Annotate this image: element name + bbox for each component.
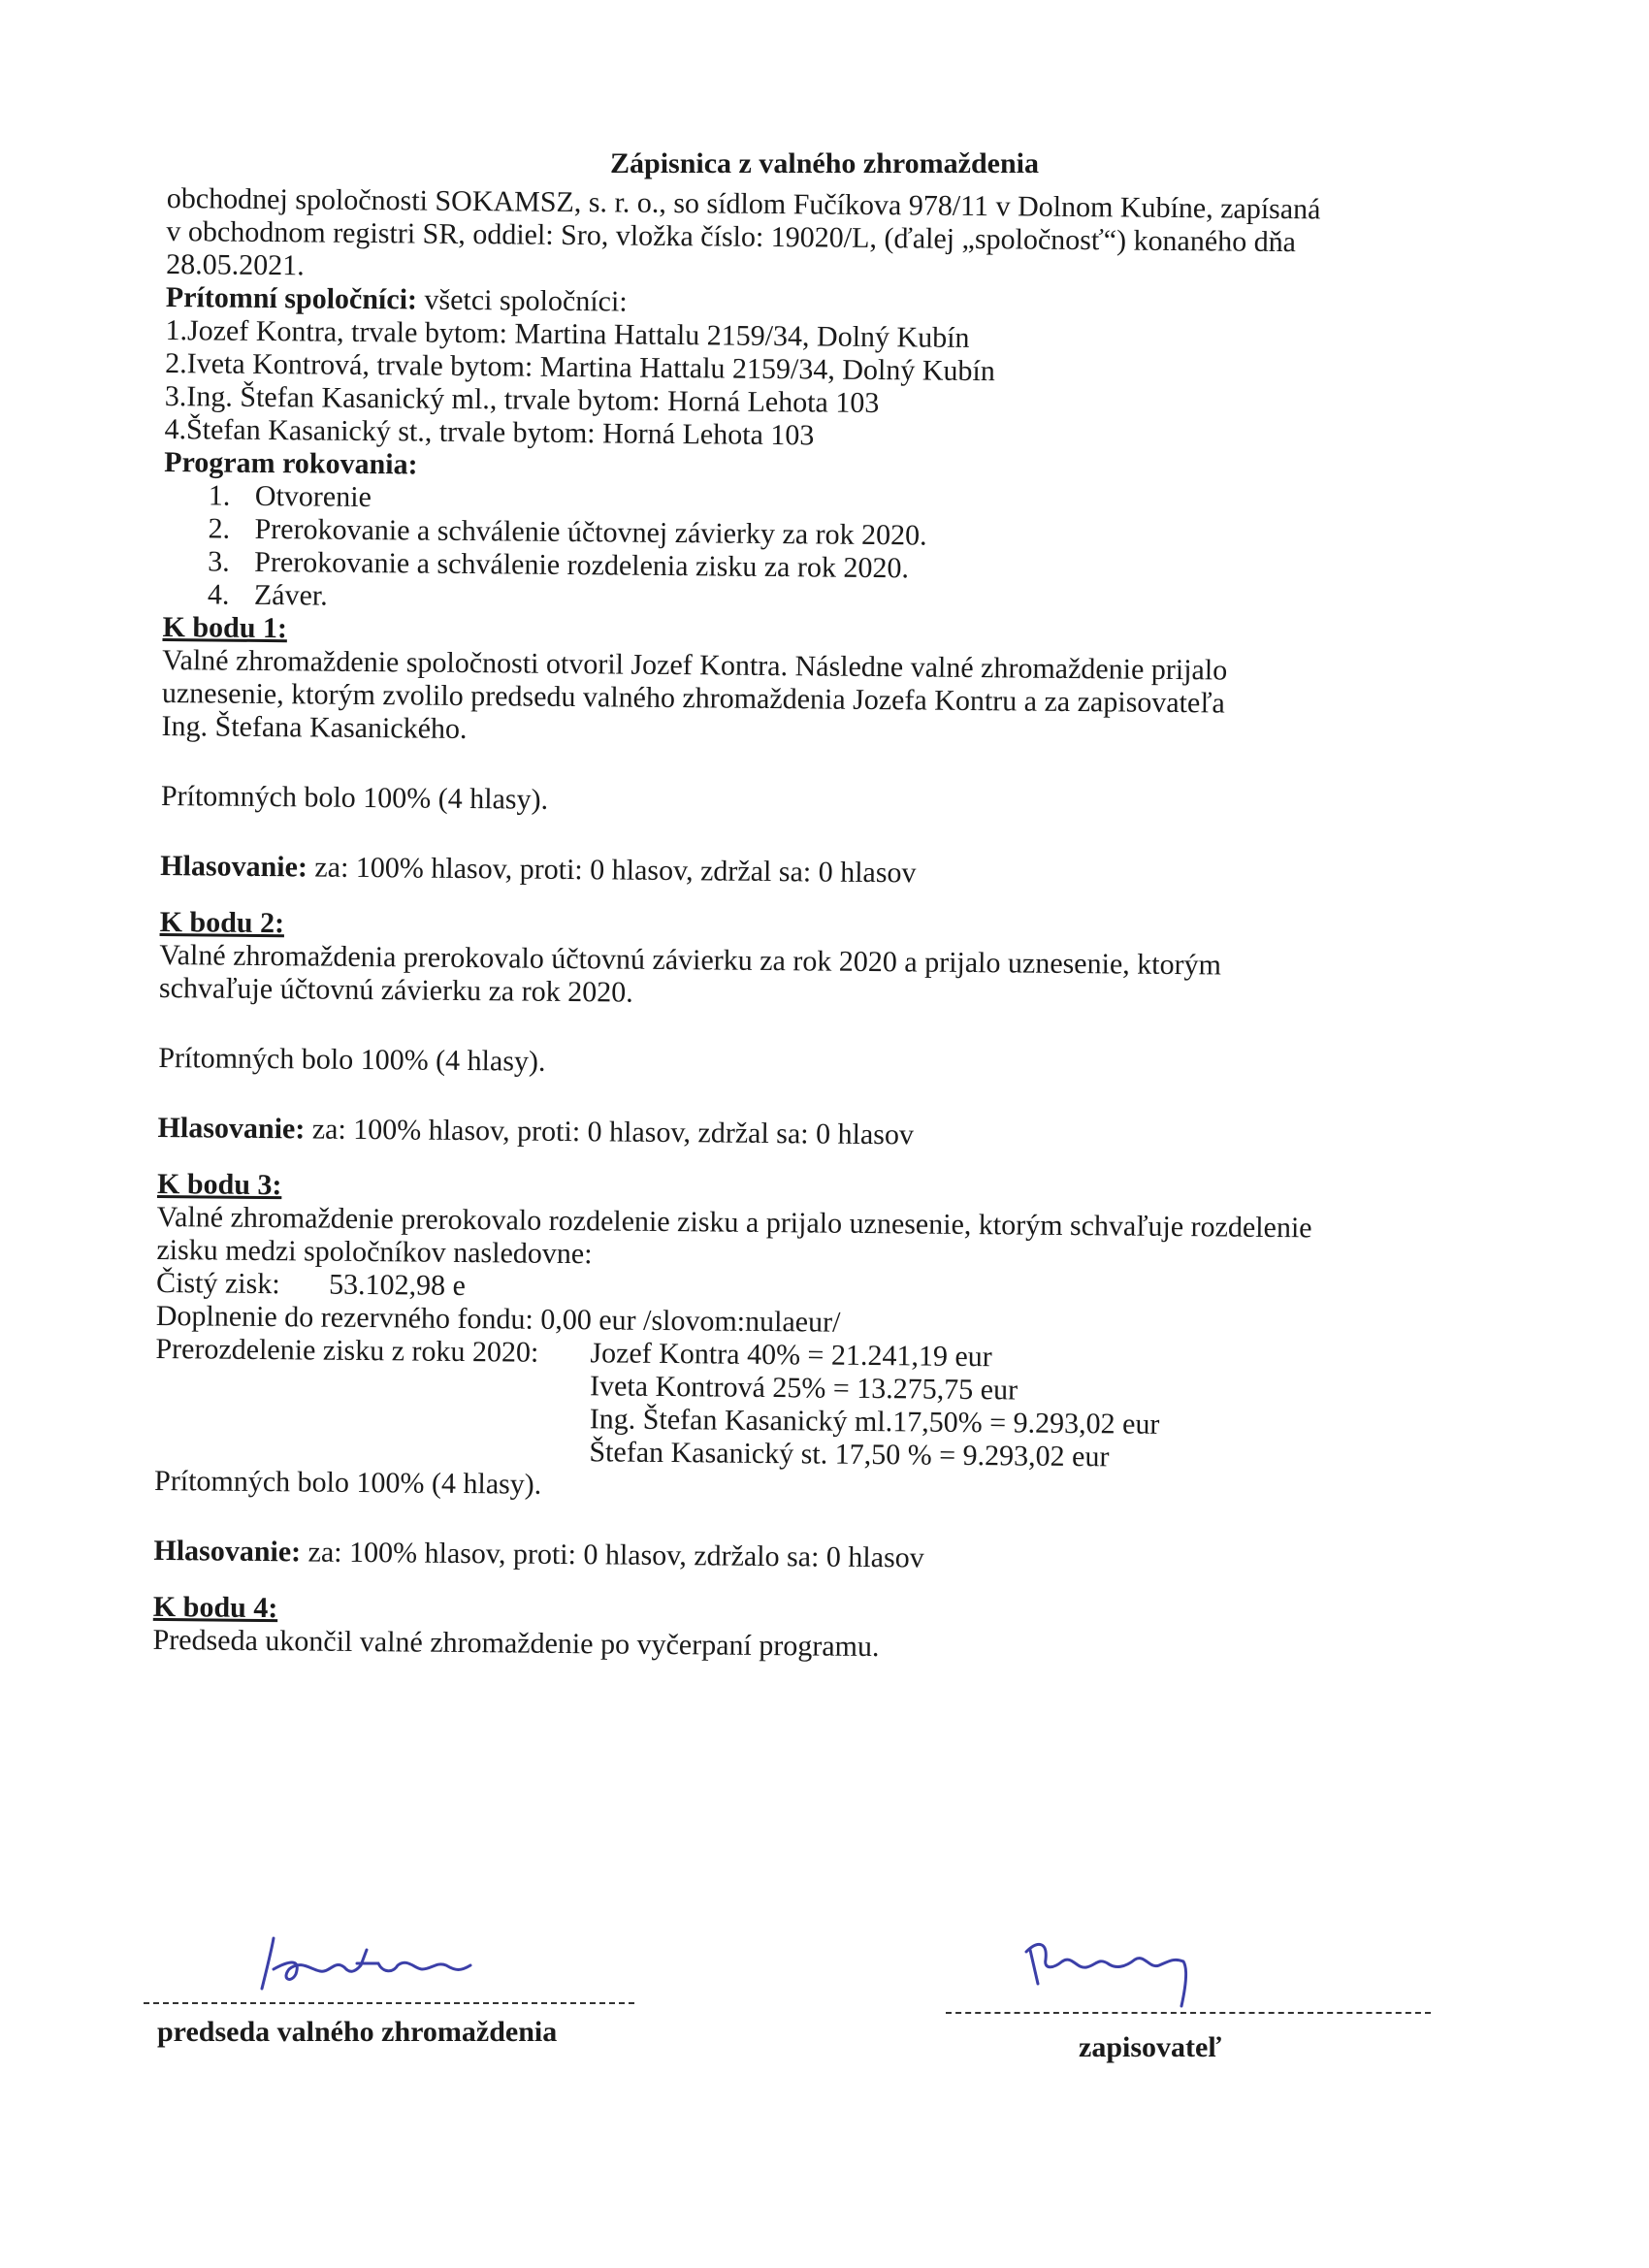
point1-text: Valné zhromaždenie spoločnosti otvoril Jozef Kontra. Následne valné zhromaždenie prijalo bbox=[162, 643, 1228, 687]
point2-present: Prítomných bolo 100% (4 hlasy). bbox=[158, 1041, 546, 1078]
point1-heading: K bodu 1: bbox=[162, 610, 288, 645]
clerk-signature-line bbox=[946, 2012, 1431, 2014]
program-item-number: 1. bbox=[208, 479, 231, 512]
program-item-text: Prerokovanie a schválenie účtovnej závierky za rok 2020. bbox=[254, 512, 927, 552]
clerk-label: zapisovateľ bbox=[1079, 2031, 1222, 2063]
program-item-text: Prerokovanie a schválenie rozdelenia zisku za rok 2020. bbox=[254, 545, 910, 585]
point3-text: Valné zhromaždenie prerokovalo rozdelenie zisku a prijalo uznesenie, ktorým schvaľuje rozdelenie bbox=[156, 1200, 1312, 1245]
vote-label: Hlasovanie: bbox=[157, 1111, 306, 1146]
chair-signature-line bbox=[144, 2002, 634, 2004]
attendees-label: Prítomní spoločníci: bbox=[165, 280, 418, 316]
attendee-item: 4.Štefan Kasanický st., trvale bytom: Horná Lehota 103 bbox=[164, 412, 815, 452]
distribution-item: Iveta Kontrová 25% = 13.275,75 eur bbox=[589, 1370, 1018, 1407]
vote-text: za: 100% hlasov, proti: 0 hlasov, zdržalo sa: 0 hlasov bbox=[300, 1536, 924, 1574]
point4-heading: K bodu 4: bbox=[152, 1590, 278, 1625]
point3-heading: K bodu 3: bbox=[156, 1167, 282, 1202]
distribution-list bbox=[589, 1337, 1160, 1474]
program-heading: Program rokovania: bbox=[164, 445, 418, 481]
clerk-signature bbox=[1018, 1930, 1310, 2008]
vote-text: za: 100% hlasov, proti: 0 hlasov, zdržal sa: 0 hlasov bbox=[307, 851, 917, 890]
intro-line: v obchodnom registri SR, oddiel: Sro, vložka číslo: 19020/L, (ďalej „spoločnosť“) konaného dňa bbox=[166, 214, 1297, 259]
vote-label: Hlasovanie: bbox=[160, 849, 308, 884]
attendee-item: 3.Ing. Štefan Kasanický ml., trvale bytom: Horná Lehota 103 bbox=[164, 379, 880, 420]
point2-heading: K bodu 2: bbox=[159, 905, 285, 940]
document-body bbox=[152, 182, 1467, 1669]
attendee-item: 2.Iveta Kontrová, trvale bytom: Martina Hattalu 2159/34, Dolný Kubín bbox=[165, 346, 996, 388]
intro-line: 28.05.2021. bbox=[166, 247, 305, 282]
distribution-item: Ing. Štefan Kasanický ml.17,50% = 9.293,02 eur bbox=[589, 1403, 1160, 1441]
program-item-number: 4. bbox=[207, 578, 230, 611]
point3-present: Prítomných bolo 100% (4 hlasy). bbox=[153, 1464, 542, 1501]
attendees-value: všetci spoločníci: bbox=[416, 283, 628, 318]
point1-present: Prítomných bolo 100% (4 hlasy). bbox=[160, 779, 549, 816]
net-profit-label: Čistý zisk: bbox=[155, 1266, 280, 1301]
point4-text: Predseda ukončil valné zhromaždenie po vyčerpaní programu. bbox=[152, 1623, 880, 1664]
program-item-number: 2. bbox=[208, 512, 231, 545]
signature-area bbox=[0, 1930, 1649, 2124]
program-list bbox=[163, 479, 1464, 624]
distribution-block bbox=[154, 1333, 1455, 1477]
chair-label: predseda valného zhromaždenia bbox=[157, 2016, 558, 2048]
point2-text: schvaľuje účtovnú závierku za rok 2020. bbox=[158, 971, 633, 1009]
vote-text: za: 100% hlasov, proti: 0 hlasov, zdržal sa: 0 hlasov bbox=[305, 1113, 915, 1151]
distribution-label: Prerozdelenie zisku z roku 2020: bbox=[155, 1332, 539, 1369]
reserve-fund-line: Doplnenie do rezervného fondu: 0,00 eur /slovom:nulaeur/ bbox=[155, 1299, 841, 1339]
program-item-text: Záver. bbox=[253, 578, 328, 612]
distribution-item: Štefan Kasanický st. 17,50 % = 9.293,02 eur bbox=[589, 1436, 1110, 1474]
intro-line: obchodnej spoločnosti SOKAMSZ, s. r. o., so sídlom Fučíkova 978/11 v Dolnom Kubíne, zapísaná bbox=[166, 182, 1321, 226]
attendee-item: 1.Jozef Kontra, trvale bytom: Martina Hattalu 2159/34, Dolný Kubín bbox=[165, 313, 970, 354]
chair-signature bbox=[252, 1930, 543, 1998]
point1-text: Ing. Štefana Kasanického. bbox=[161, 709, 468, 745]
point1-text: uznesenie, ktorým zvolilo predsedu valného zhromaždenia Jozefa Kontru a za zapisovateľa bbox=[161, 676, 1225, 720]
point3-text: zisku medzi spoločníkov nasledovne: bbox=[156, 1233, 593, 1271]
vote-label: Hlasovanie: bbox=[153, 1534, 302, 1569]
point2-text: Valné zhromaždenia prerokovalo účtovnú závierku za rok 2020 a prijalo uznesenie, ktorým bbox=[159, 938, 1222, 982]
program-item-number: 3. bbox=[208, 545, 230, 578]
document-title: Zápisnica z valného zhromaždenia bbox=[610, 147, 1039, 179]
net-profit-value: 53.102,98 e bbox=[328, 1268, 467, 1303]
program-item-text: Otvorenie bbox=[254, 479, 372, 514]
distribution-item: Jozef Kontra 40% = 21.241,19 eur bbox=[590, 1337, 992, 1374]
